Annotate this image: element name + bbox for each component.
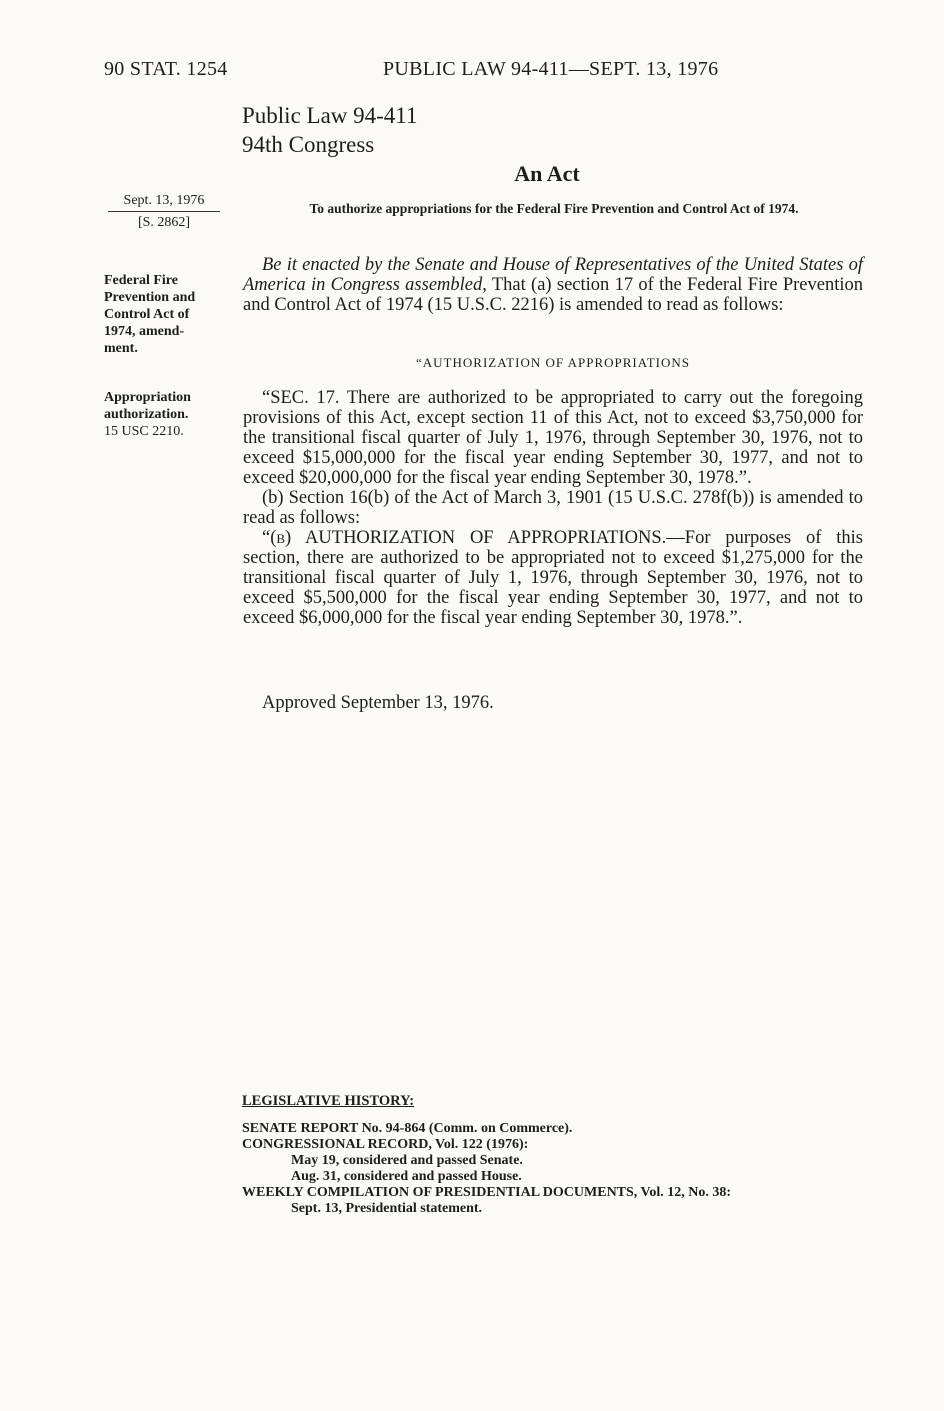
margin-note-line: Appropriation [104, 390, 191, 405]
margin-note-line: Prevention and [104, 290, 196, 305]
history-line: Sept. 13, Presidential statement. [291, 1201, 483, 1216]
enacting-text: That (a) section 17 of the Federal Fire Prevention and Control Act of 1974 (15 U.S.C. 2216) is amended to read as follows: [243, 275, 863, 315]
stat-page-number: 90 STAT. 1254 [104, 58, 228, 80]
legislative-history-title: LEGISLATIVE HISTORY: [242, 1093, 415, 1109]
margin-note-line: ment. [104, 341, 138, 356]
section-heading: “AUTHORIZATION OF APPROPRIATIONS [416, 355, 690, 370]
margin-note-line: authorization. [104, 407, 189, 422]
subsection-b-heading: “(b) AUTHORIZATION OF APPROPRIATIONS. [262, 528, 667, 548]
approval-date: Approved September 13, 1976. [262, 693, 494, 713]
bill-number: [S. 2862] [137, 215, 191, 230]
margin-date-block [108, 193, 220, 231]
margin-note-line: Control Act of [104, 307, 190, 322]
legislative-history [242, 1093, 882, 1217]
margin-note-line: 1974, amend- [104, 324, 185, 339]
enactment-date: Sept. 13, 1976 [108, 193, 220, 212]
act-title: An Act [514, 161, 580, 186]
act-purpose: To authorize appropriations for the Federal Fire Prevention and Control Act of 1974. [309, 201, 799, 216]
history-line: Aug. 31, considered and passed House. [291, 1169, 522, 1184]
running-header: PUBLIC LAW 94-411—SEPT. 13, 1976 [383, 58, 719, 80]
congress-number: 94th Congress [242, 132, 375, 157]
history-line: SENATE REPORT No. 94-864 (Comm. on Commerce). [242, 1121, 573, 1136]
history-line: WEEKLY COMPILATION OF PRESIDENTIAL DOCUMENTS, Vol. 12, No. 38: [242, 1185, 732, 1200]
section-17-paragraph: “SEC. 17. There are authorized to be appropriated to carry out the foregoing provisions of this Act, except section 11 of this Act, not to exceed $3,750,000 for the transitional fiscal quarter of July 1, 1976, through September 30, 1976, not to exceed $15,000,000 for the fiscal year ending September 30, 1977, and not to exceed $20,000,000 for the fiscal year ending September 30, 1978.”. [243, 388, 863, 488]
enacting-formula: Be it enacted by the Senate and House of Representatives of the United States of America in Congress assembled, [243, 255, 863, 295]
subsection-b-paragraph [243, 528, 863, 628]
body-text [243, 388, 863, 628]
margin-note-amendment [104, 272, 219, 357]
subsection-b-body: —For purposes of this section, there are authorized to be appropriated not to exceed $1,275,000 for the transitional fiscal quarter of July 1, 1976, through September 30, 1976, not to exceed $5,500,000 for the fiscal year ending September 30, 1977, and not to exceed $6,000,000 for the fiscal year ending September 30, 1978.”. [243, 528, 863, 628]
law-number: Public Law 94-411 [242, 103, 418, 128]
enacting-clause [243, 255, 863, 315]
margin-note-line: 15 USC 2210. [104, 424, 184, 439]
history-line: May 19, considered and passed Senate. [291, 1153, 523, 1168]
margin-note-appropriation [104, 389, 219, 440]
history-line: CONGRESSIONAL RECORD, Vol. 122 (1976): [242, 1137, 529, 1152]
margin-note-line: Federal Fire [104, 273, 178, 288]
subsection-b-intro: (b) Section 16(b) of the Act of March 3, 1901 (15 U.S.C. 278f(b)) is amended to read as follows: [243, 488, 863, 528]
